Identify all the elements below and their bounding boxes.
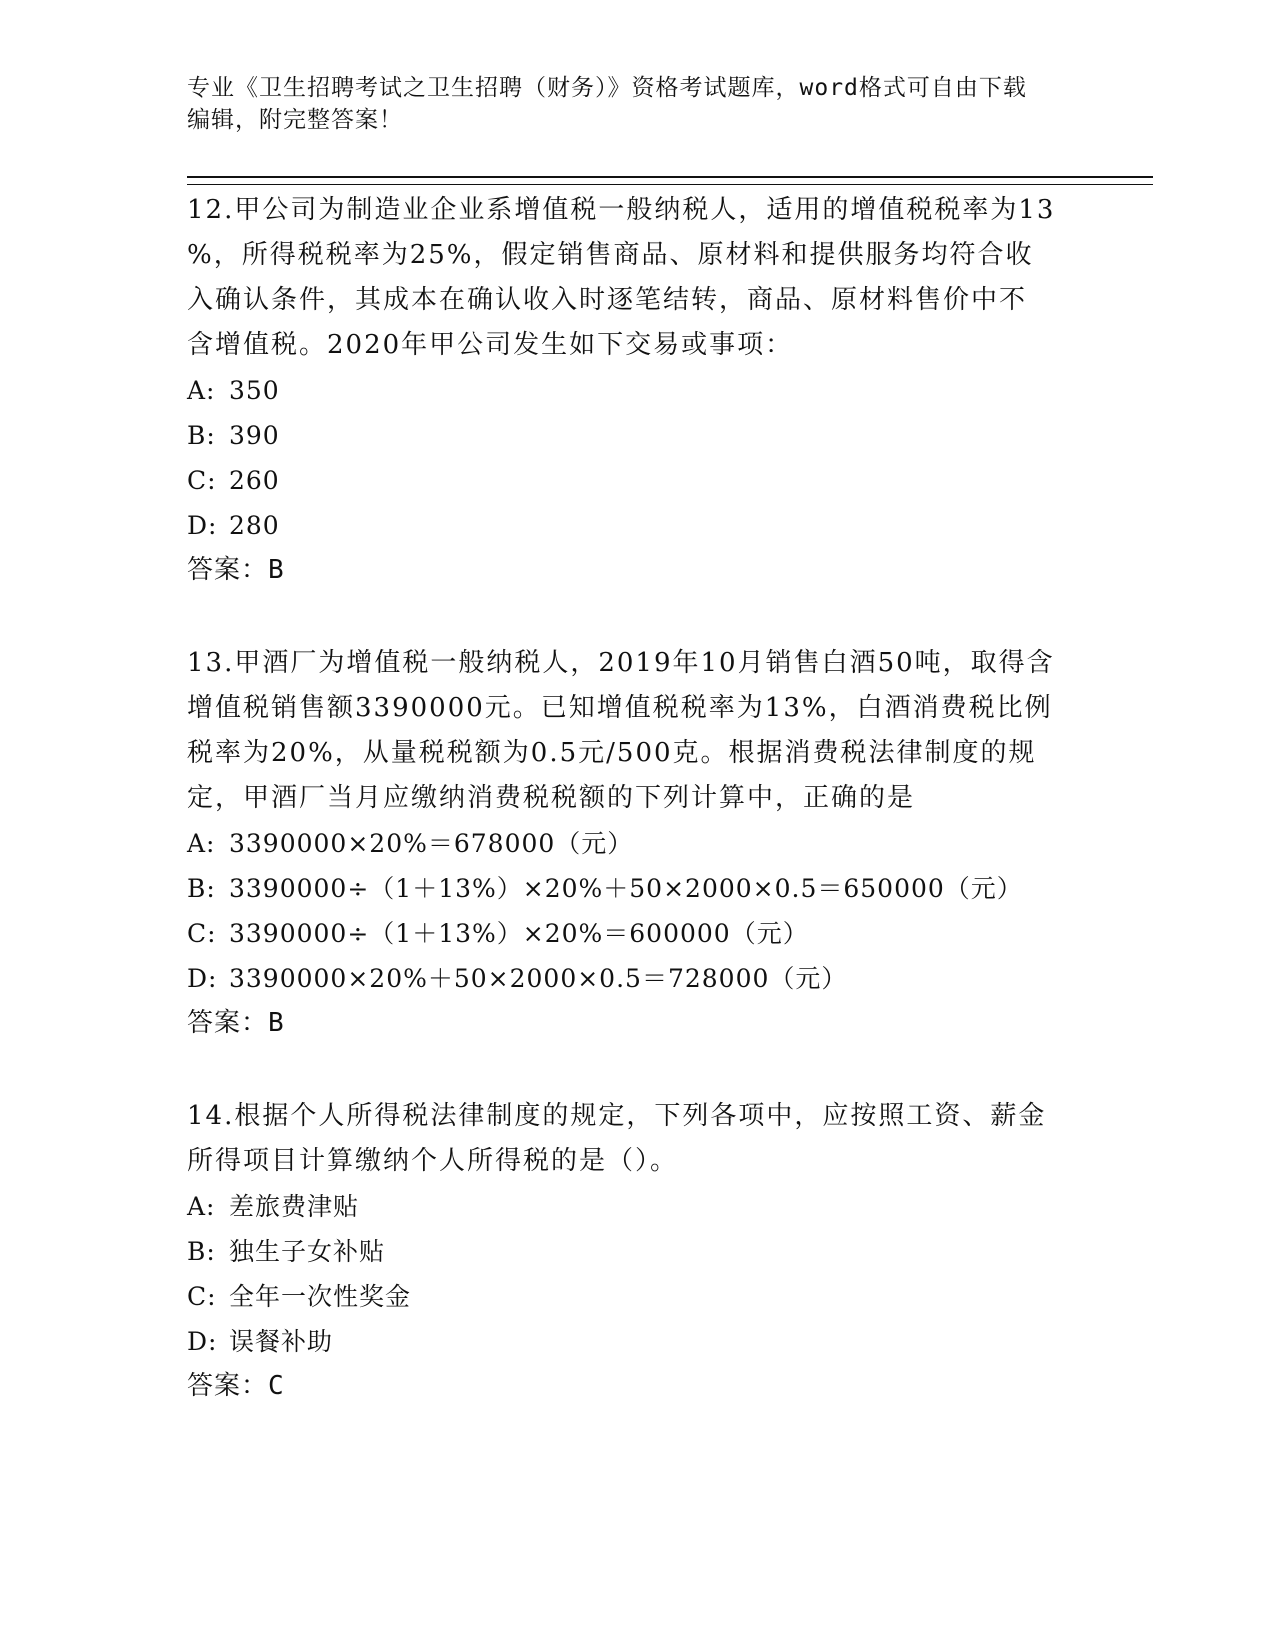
- question-stem-line: 增值税销售额3390000元。已知增值税税率为13%，白酒消费税比例: [187, 693, 1053, 723]
- option-text: 全年一次性奖金: [229, 1282, 412, 1311]
- question-stem-line: 入确认条件，其成本在确认收入时逐笔结转，商品、原材料售价中不: [187, 285, 1028, 315]
- option-b: [187, 866, 1087, 911]
- option-letter: C:: [187, 1282, 217, 1311]
- question-stem-line: 13.甲酒厂为增值税一般纳税人，2019年10月销售白酒50吨，取得含: [187, 648, 1055, 678]
- option-c: [187, 458, 1087, 503]
- option-text: 3390000÷（1＋13%）×20%＝600000（元）: [229, 919, 809, 948]
- option-letter: A:: [187, 1192, 216, 1221]
- option-text: 3390000×20%＋50×2000×0.5＝728000（元）: [229, 964, 848, 993]
- question-stem-line: %，所得税税率为25%，假定销售商品、原材料和提供服务均符合收: [187, 240, 1034, 270]
- option-letter: A:: [187, 829, 216, 858]
- option-letter: D:: [187, 1327, 218, 1356]
- question-stem-line: 12.甲公司为制造业企业系增值税一般纳税人，适用的增值税税率为13: [187, 195, 1056, 225]
- answer-line: 答案：B: [187, 555, 285, 585]
- option-a: [187, 821, 1087, 866]
- question-stem-line: 所得项目计算缴纳个人所得税的是（）。: [187, 1146, 679, 1176]
- option-c: [187, 911, 1087, 956]
- option-text: 差旅费津贴: [229, 1192, 360, 1221]
- option-letter: C:: [187, 466, 217, 495]
- option-text: 260: [229, 466, 280, 495]
- question-14: [187, 1094, 1087, 1409]
- question-12: [187, 188, 1087, 593]
- question-stem-line: 14.根据个人所得税法律制度的规定，下列各项中，应按照工资、薪金: [187, 1101, 1047, 1131]
- document-header: [187, 72, 1087, 136]
- option-text: 350: [229, 376, 280, 405]
- option-a: [187, 1184, 1087, 1229]
- option-letter: B:: [187, 874, 216, 903]
- option-text: 390: [229, 421, 280, 450]
- answer-line: 答案：C: [187, 1371, 285, 1401]
- option-a: [187, 368, 1087, 413]
- option-text: 误餐补助: [229, 1327, 334, 1356]
- option-c: [187, 1274, 1087, 1319]
- option-b: [187, 413, 1087, 458]
- header-divider: [187, 176, 1153, 185]
- option-text: 3390000×20%＝678000（元）: [229, 829, 634, 858]
- option-d: [187, 1319, 1087, 1364]
- question-13: [187, 641, 1087, 1046]
- option-letter: A:: [187, 376, 216, 405]
- option-text: 3390000÷（1＋13%）×20%＋50×2000×0.5＝650000（元）: [229, 874, 1023, 903]
- header-line-1: 专业《卫生招聘考试之卫生招聘（财务）》资格考试题库，word格式可自由下载: [187, 75, 1027, 101]
- header-line-2: 编辑，附完整答案！: [187, 107, 403, 133]
- option-letter: D:: [187, 511, 218, 540]
- option-text: 独生子女补贴: [229, 1237, 386, 1266]
- question-stem-line: 税率为20%，从量税税额为0.5元/500克。根据消费税法律制度的规: [187, 738, 1037, 768]
- option-letter: D:: [187, 964, 218, 993]
- option-text: 280: [229, 511, 280, 540]
- option-d: [187, 503, 1087, 548]
- question-stem-line: 定，甲酒厂当月应缴纳消费税税额的下列计算中，正确的是: [187, 783, 916, 813]
- option-letter: C:: [187, 919, 217, 948]
- option-letter: B:: [187, 421, 216, 450]
- question-stem-line: 含增值税。2020年甲公司发生如下交易或事项：: [187, 330, 794, 360]
- option-letter: B:: [187, 1237, 216, 1266]
- answer-line: 答案：B: [187, 1008, 285, 1038]
- option-b: [187, 1229, 1087, 1274]
- option-d: [187, 956, 1087, 1001]
